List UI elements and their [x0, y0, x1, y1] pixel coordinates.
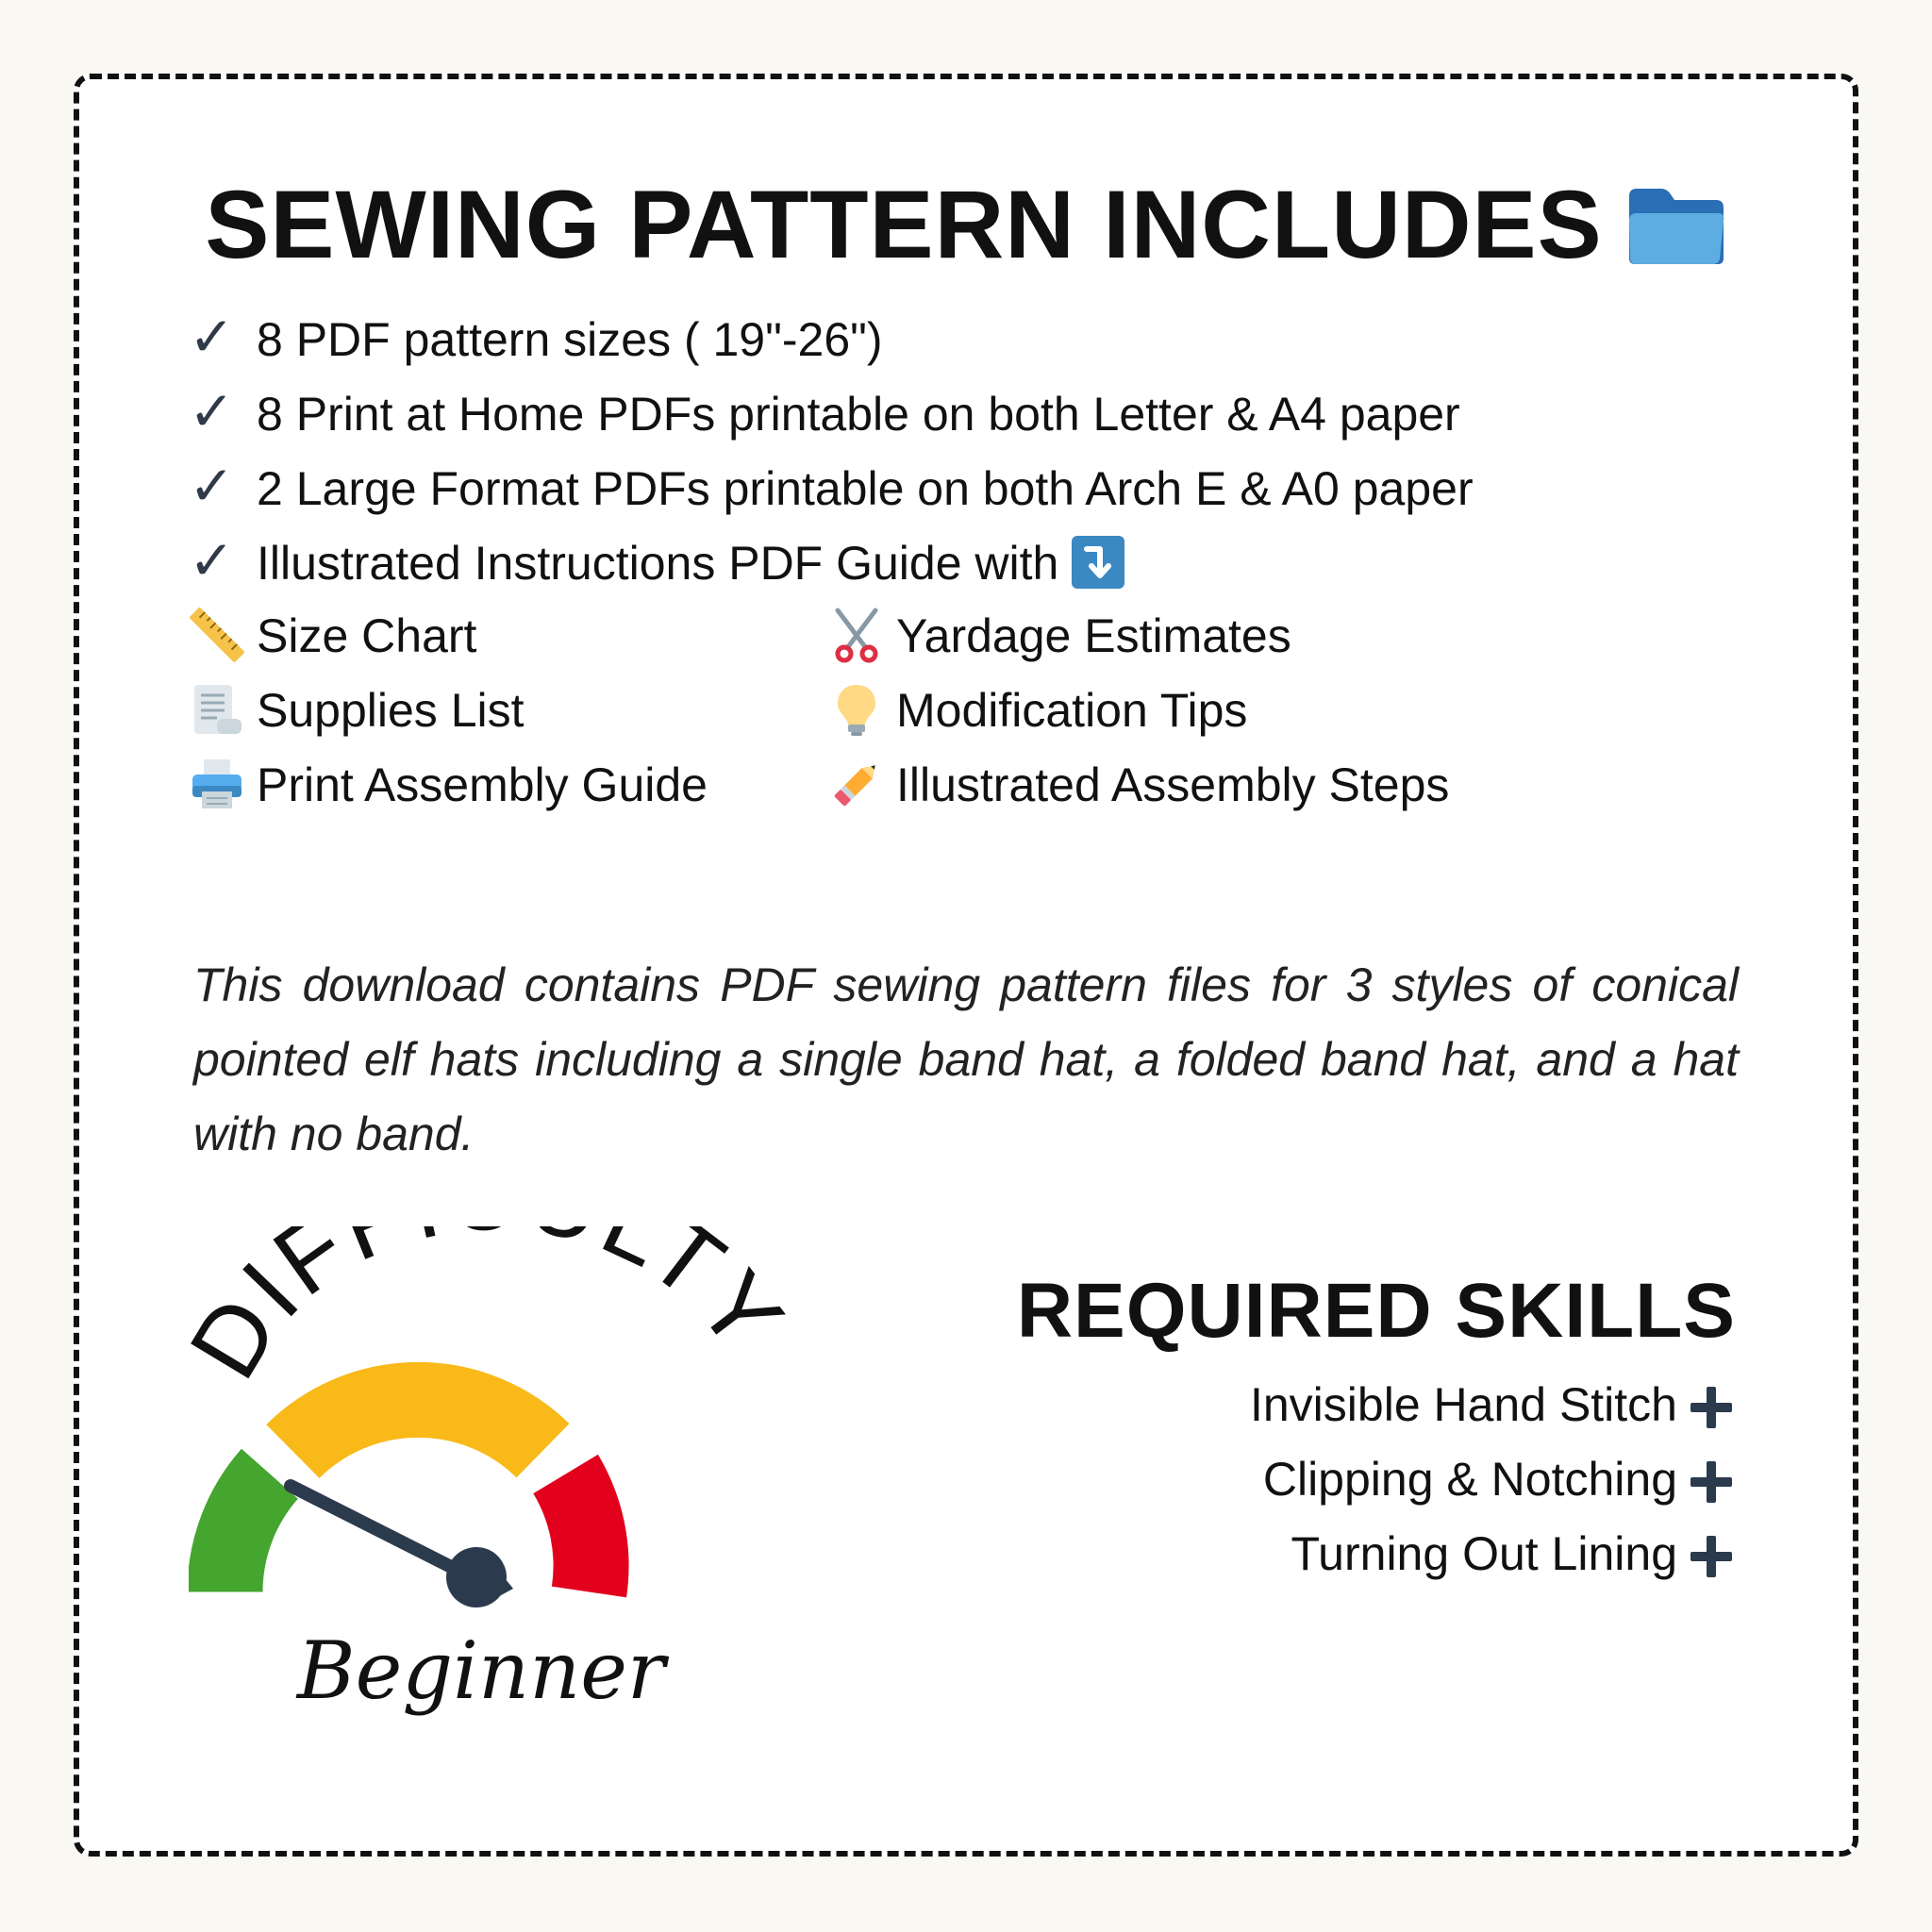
guide-item-label: Size Chart: [257, 609, 477, 662]
difficulty-level: Beginner: [296, 1624, 666, 1717]
title-text: SEWING PATTERN INCLUDES: [205, 171, 1603, 279]
page-title: [0, 160, 1932, 281]
feature-item: [189, 300, 1774, 375]
skill-label: Invisible Hand Stitch: [1249, 1378, 1677, 1431]
feature-text: 8 Print at Home PDFs printable on both Letter & A4 paper: [257, 388, 1460, 441]
ruler-icon: [189, 607, 245, 663]
feature-item: [189, 375, 1774, 449]
skill-label: Turning Out Lining: [1291, 1527, 1677, 1580]
guide-item-modification: [828, 674, 1247, 748]
description-text: This download contains PDF sewing pattern files for 3 styles of conical pointed elf hats including a single band hat, a folded band hat, and a hat with no band.: [193, 958, 1739, 1160]
guide-item-supplies: [189, 674, 525, 748]
gauge-segment-hard: [566, 1474, 591, 1592]
difficulty-heading: IF T: [222, 1226, 746, 1339]
plus-icon: [1687, 1528, 1736, 1577]
pencil-icon: [828, 756, 885, 812]
gauge-segment-easy: [225, 1474, 270, 1591]
arrow-down-right-icon: [1072, 536, 1124, 589]
printer-icon: [189, 756, 245, 812]
guide-item-label: Yardage Estimates: [896, 609, 1291, 662]
guide-item-label: Supplies List: [257, 684, 525, 737]
feature-text: 8 PDF pattern sizes ( 19"-26"): [257, 313, 883, 366]
skill-list: [887, 1368, 1736, 1591]
check-icon: ✓: [189, 381, 235, 442]
skills-heading: REQUIRED SKILLS: [1016, 1268, 1736, 1354]
guide-item-print-assembly: [189, 748, 708, 823]
lightbulb-icon: [828, 681, 885, 738]
guide-item-label: Print Assembly Guide: [257, 758, 708, 811]
check-icon: ✓: [189, 307, 235, 368]
feature-list: [189, 300, 1774, 598]
plus-icon: [1687, 1379, 1736, 1428]
guide-contents-grid: [189, 599, 1604, 825]
required-skills: [887, 1264, 1736, 1591]
scroll-icon: [189, 681, 245, 738]
skill-label: Clipping & Notching: [1262, 1453, 1677, 1506]
guide-item-label: Modification Tips: [896, 684, 1248, 737]
skill-item: [887, 1442, 1736, 1517]
guide-item-label: Illustrated Assembly Steps: [896, 758, 1450, 811]
skill-item: [887, 1368, 1736, 1442]
guide-item-assembly-steps: [828, 748, 1449, 823]
feature-item: [189, 524, 1774, 598]
feature-item: [189, 449, 1774, 524]
scissors-icon: [828, 607, 885, 663]
gauge-segment-medium: [292, 1400, 542, 1452]
feature-text: Illustrated Instructions PDF Guide with: [257, 537, 1059, 590]
plus-icon: [1687, 1454, 1736, 1503]
check-icon: ✓: [189, 530, 235, 591]
gauge-needle: [291, 1486, 472, 1577]
guide-item-size-chart: [189, 599, 476, 674]
folder-icon: [1625, 178, 1727, 263]
feature-text: 2 Large Format PDFs printable on both Arch E & A0 paper: [257, 462, 1474, 515]
skill-item: [887, 1517, 1736, 1591]
check-icon: ✓: [189, 456, 235, 517]
difficulty-gauge: [189, 1226, 792, 1736]
guide-item-yardage: [828, 599, 1291, 674]
